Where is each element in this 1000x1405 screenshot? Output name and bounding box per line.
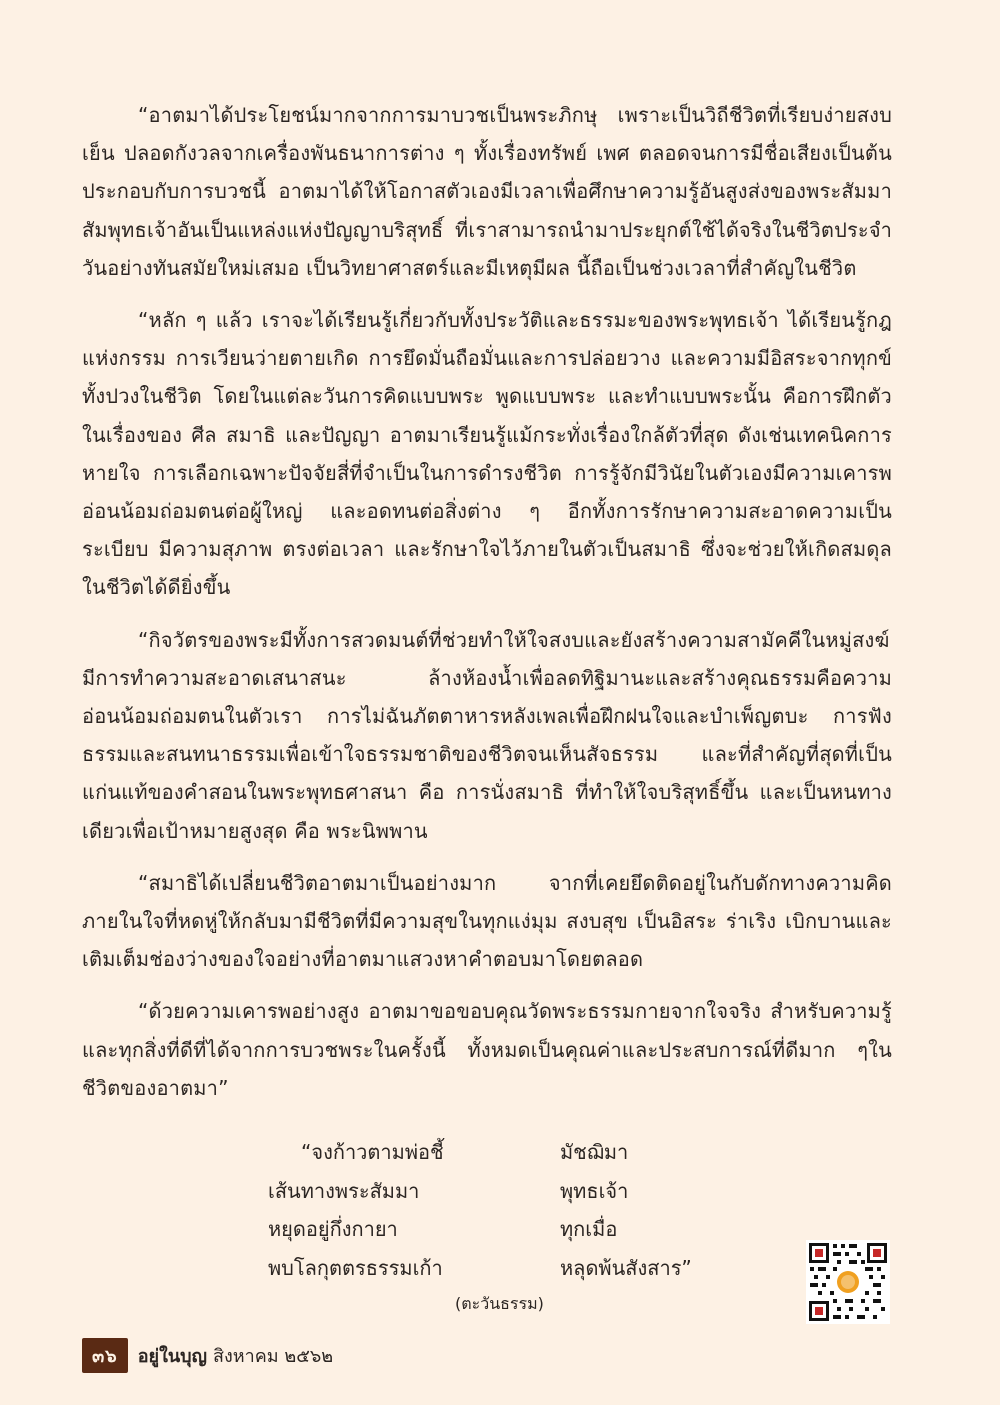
poem-line-1-right: มัชฌิมา [560, 1140, 629, 1164]
magazine-name: อยู่ในบุญ [137, 1345, 207, 1367]
paragraph-5: “ด้วยความเคารพอย่างสูง อาตมาขอขอบคุณวัดพระธรรมกายจากใจจริง สำหรับความรู้และทุกสิ่งที่ดีที่ได้จากการบวชพระในครั้งนี้ ทั้งหมดเป็นคุณค่าและประสบการณ์ที่ดีมาก ๆในชีวิตของอาตมา” [82, 999, 892, 1100]
poem-line-1 [0, 1136, 1000, 1175]
qr-code-icon[interactable] [806, 1240, 890, 1324]
poem-line-2-left: เส้นทางพระสัมมา [268, 1178, 420, 1203]
paragraph-1: “อาตมาได้ประโยชน์มากจากการมาบวชเป็นพระภิกษุ เพราะเป็นวิถีชีวิตที่เรียบง่ายสงบเย็น ปลอดกังวลจากเครื่องพันธนาการต่าง ๆ ทั้งเรื่องทรัพย์ เพศ ตลอดจนการมีชื่อเสียงเป็นต้น ประกอบกับการบวชนี้ อาตมาได้ให้โอกาสตัวเองมีเวลาเพื่อศึกษาความรู้อันสูงส่งของพระสัมมาสัมพุทธเจ้าอันเป็นแหล่งแห่งปัญญาบริสุทธิ์ ที่เราสามารถนำมาประยุกต์ใช้ได้จริงในชีวิตประจำวันอย่างทันสมัยใหม่เสมอ เป็นวิทยาศาสตร์และมีเหตุมีผล นี้ถือเป็นช่วงเวลาที่สำคัญในชีวิต [82, 103, 892, 280]
paragraph-2: “หลัก ๆ แล้ว เราจะได้เรียนรู้เกี่ยวกับทั้งประวัติและธรรมะของพระพุทธเจ้า ได้เรียนรู้กฎแห่งกรรม การเวียนว่ายตายเกิด การยึดมั่นถือมั่นและการปล่อยวาง และความมีอิสระจากทุกข์ทั้งปวงในชีวิต โดยในแต่ละวันการคิดแบบพระ พูดแบบพระ และทำแบบพระนั้น คือการฝึกตัวในเรื่องของ ศีล สมาธิ และปัญญา อาตมาเรียนรู้แม้กระทั่งเรื่องใกล้ตัวที่สุด ดังเช่นเทคนิคการหายใจ การเลือกเฉพาะปัจจัยสี่ที่จำเป็นในการดำรงชีวิต การรู้จักมีวินัยในตัวเองมีความเคารพอ่อนน้อมถ่อมตนต่อผู้ใหญ่ และอดทนต่อสิ่งต่าง ๆ อีกทั้งการรักษาความสะอาดความเป็นระเบียบ มีความสุภาพ ตรงต่อเวลา และรักษาใจไว้ภายในตัวเป็นสมาธิ ซึ่งจะช่วยให้เกิดสมดุลในชีวิตได้ดียิ่งขึ้น [82, 308, 892, 600]
poem-line-2-right: พุทธเจ้า [560, 1178, 629, 1203]
page-number-badge: ๓๖ [82, 1338, 128, 1373]
paragraph-4: “สมาธิได้เปลี่ยนชีวิตอาตมาเป็นอย่างมาก จากที่เคยยึดติดอยู่ในกับดักทางความคิดภายในใจที่หดหู่ให้กลับมามีชีวิตที่มีความสุขในทุกแง่มุม สงบสุข เป็นอิสระ ร่าเริง เบิกบานและเติมเต็มช่องว่างของใจอย่างที่อาตมาแสวงหาคำตอบมาโดยตลอด [82, 870, 892, 972]
poem-line-2 [0, 1175, 1000, 1214]
paragraph-3: “กิจวัตรของพระมีทั้งการสวดมนต์ที่ช่วยทำให้ใจสงบและยังสร้างความสามัคคีในหมู่สงฆ์มีการทำความสะอาดเสนาสนะ ล้างห้องน้ำเพื่อลดทิฐิมานะและสร้างคุณธรรมคือความอ่อนน้อมถ่อมตนในตัวเรา การไม่ฉันภัตตาหารหลังเพลเพื่อฝึกฝนใจและบำเพ็ญตบะ การฟังธรรมและสนทนาธรรมเพื่อเข้าใจธรรมชาติของชีวิตจนเห็นสัจธรรม และที่สำคัญที่สุดที่เป็นแก่นแท้ของคำสอนในพระพุทธศาสนา คือ การนั่งสมาธิ ที่ทำให้ใจบริสุทธิ์ขึ้น และเป็นหนทางเดียวเพื่อเป้าหมายสูงสุด คือ พระนิพพาน [82, 627, 892, 843]
issue-date: สิงหาคม ๒๕๖๒ [212, 1345, 334, 1367]
poem-line-4-right: หลุดพ้นสังสาร” [560, 1255, 692, 1280]
poem-line-4-left: พบโลกุตตรธรรมเก้า [268, 1255, 443, 1280]
page-footer [82, 1340, 333, 1370]
poem-line-3-left: หยุดอยู่กึ่งกายา [268, 1217, 398, 1241]
poem-author: (ตะวันธรรม) [455, 1294, 544, 1313]
article-body [82, 96, 892, 1121]
poem-line-1-left: “จงก้าวตามพ่อชี้ [301, 1140, 444, 1164]
poem-line-3-right: ทุกเมื่อ [560, 1217, 618, 1241]
